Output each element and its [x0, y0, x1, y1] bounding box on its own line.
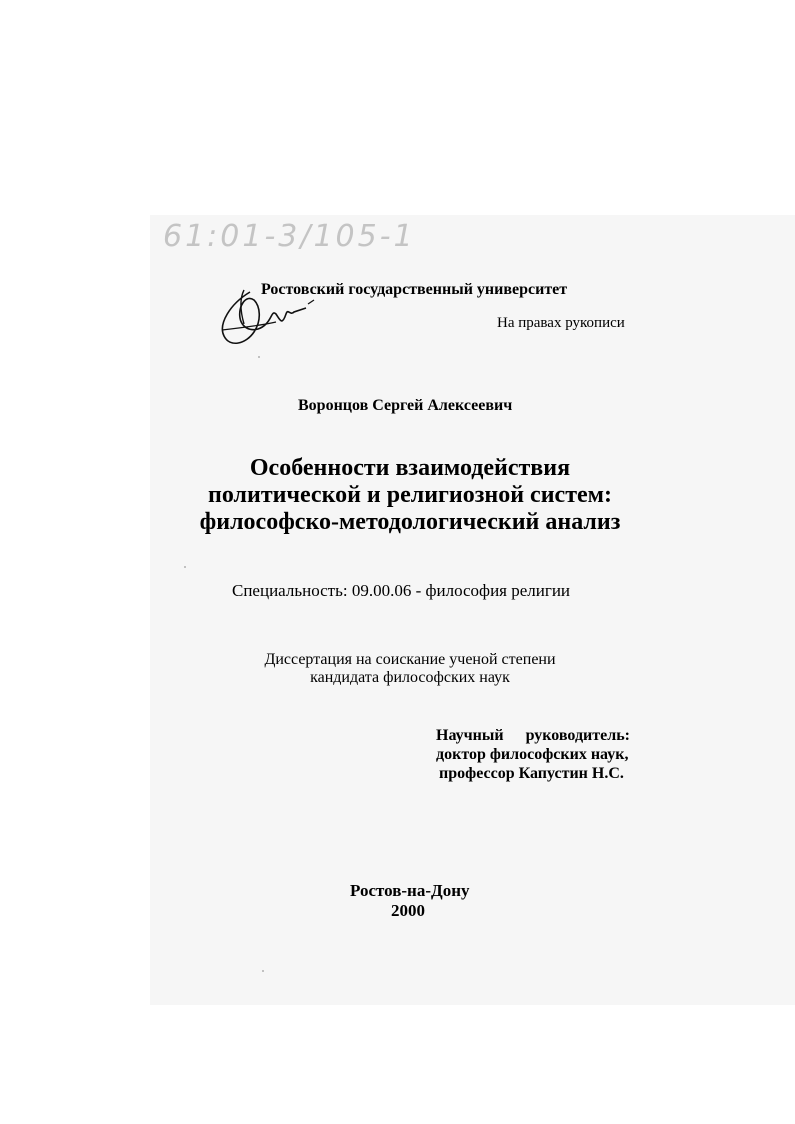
advisor-line-2: доктор философских наук, [436, 746, 629, 763]
title-line-3: философско-методологический анализ [199, 509, 621, 535]
dissertation-line-2: кандидата философских наук [310, 669, 510, 686]
advisor-line-1: Научный руководитель: [436, 727, 630, 744]
advisor-line-3: профессор Капустин Н.С. [439, 765, 624, 782]
scan-speck [262, 970, 264, 972]
archive-stamp: 61:01-3/105-1 [163, 219, 416, 254]
scan-speck [258, 356, 260, 358]
university-name: Ростовский государственный университет [261, 281, 568, 298]
specialty: Специальность: 09.00.06 - философия религии [232, 581, 571, 600]
scan-speck [184, 566, 186, 568]
dissertation-line-1: Диссертация на соискание ученой степени [264, 651, 556, 668]
city: Ростов-на-Дону [350, 881, 470, 900]
title-line-1: Особенности взаимодействия [249, 455, 571, 481]
manuscript-rights: На правах рукописи [497, 315, 625, 331]
title-line-2: политической и религиозной систем: [208, 482, 612, 508]
author-name: Воронцов Сергей Алексеевич [298, 397, 513, 414]
year: 2000 [391, 901, 425, 920]
